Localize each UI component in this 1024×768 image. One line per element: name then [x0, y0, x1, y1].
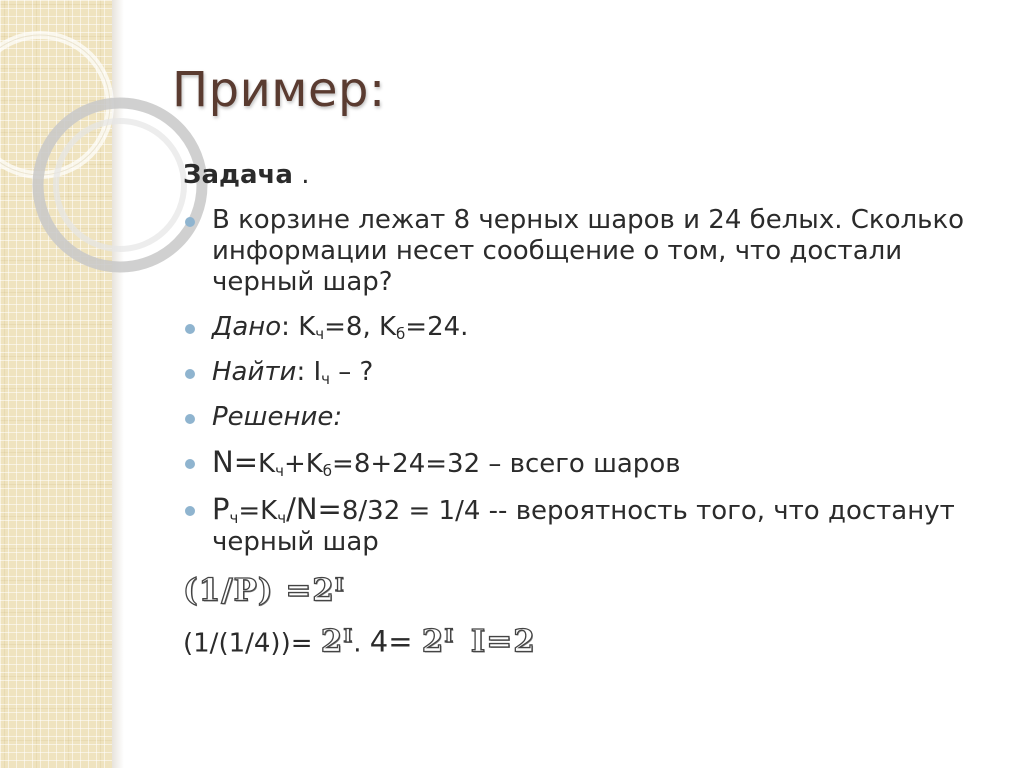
formula2-plain: (1/(1/4))= — [183, 628, 321, 659]
slide-title: Пример: — [172, 62, 386, 118]
bullet-list — [183, 205, 983, 558]
list-item-n-formula — [183, 447, 983, 480]
given-k1-sub: ч — [315, 325, 325, 343]
formula2-four: 4= — [369, 624, 422, 659]
n-sub1: ч — [275, 462, 284, 480]
list-item-p-formula — [183, 494, 983, 558]
formula2-result: I=2 — [470, 623, 536, 660]
formula2-exp1: I — [343, 624, 354, 647]
find-sub: ч — [321, 370, 331, 388]
formula1-text: (1/P) =2 — [183, 572, 335, 609]
task-heading-text: Задача — [183, 160, 293, 190]
n-symbol: N= — [212, 445, 258, 479]
list-item-given: Дано: $K_ч=8$, $K_б=24$. — [183, 312, 983, 343]
formula2-dot: . — [353, 628, 370, 659]
n-sub2: б — [322, 462, 333, 480]
n-k: K — [258, 449, 276, 479]
find-label: Найти — [212, 357, 297, 387]
given-k2-sub: б — [396, 325, 406, 343]
slide-content — [183, 160, 983, 673]
task-heading — [183, 160, 983, 191]
formula2-exp2: I — [444, 624, 455, 647]
p-slash-n: /N= — [286, 492, 342, 526]
given-label: Дано — [212, 312, 282, 342]
formula-line-2 — [183, 621, 983, 660]
find-symbol: I — [313, 357, 322, 387]
formula-line-1 — [183, 570, 983, 609]
p-sub2: ч — [277, 509, 287, 527]
list-item-solution — [183, 402, 983, 433]
given-k2-val: =24. — [405, 312, 469, 342]
formula1-exp: I — [334, 574, 345, 596]
n-rest: =8+24=32 – всего шаров — [332, 449, 681, 479]
n-plus: +K — [283, 449, 323, 479]
solution-label: Решение: — [212, 402, 343, 432]
given-k1-val: =8, K — [324, 312, 397, 342]
p-mid: =K — [238, 496, 278, 526]
formula2-two2: 2 — [421, 623, 445, 660]
find-rest: – ? — [330, 357, 374, 387]
p-sub1: ч — [229, 509, 239, 527]
task-heading-dot: . — [292, 160, 310, 190]
problem-text: В корзине лежат 8 черных шаров и 24 белых. Сколько информации несет сообщение о том, что достали черный шар? — [212, 205, 965, 297]
formula2-two: 2 — [320, 623, 344, 660]
p-rest: 8/32 = 1/4 -- вероятность того, что достанут черный шар — [212, 496, 955, 557]
list-item-problem — [183, 205, 983, 298]
p-symbol: P — [212, 492, 230, 526]
list-item-find: Найти: $I_ч$ – ? — [183, 357, 983, 388]
given-k1: K — [298, 312, 316, 342]
